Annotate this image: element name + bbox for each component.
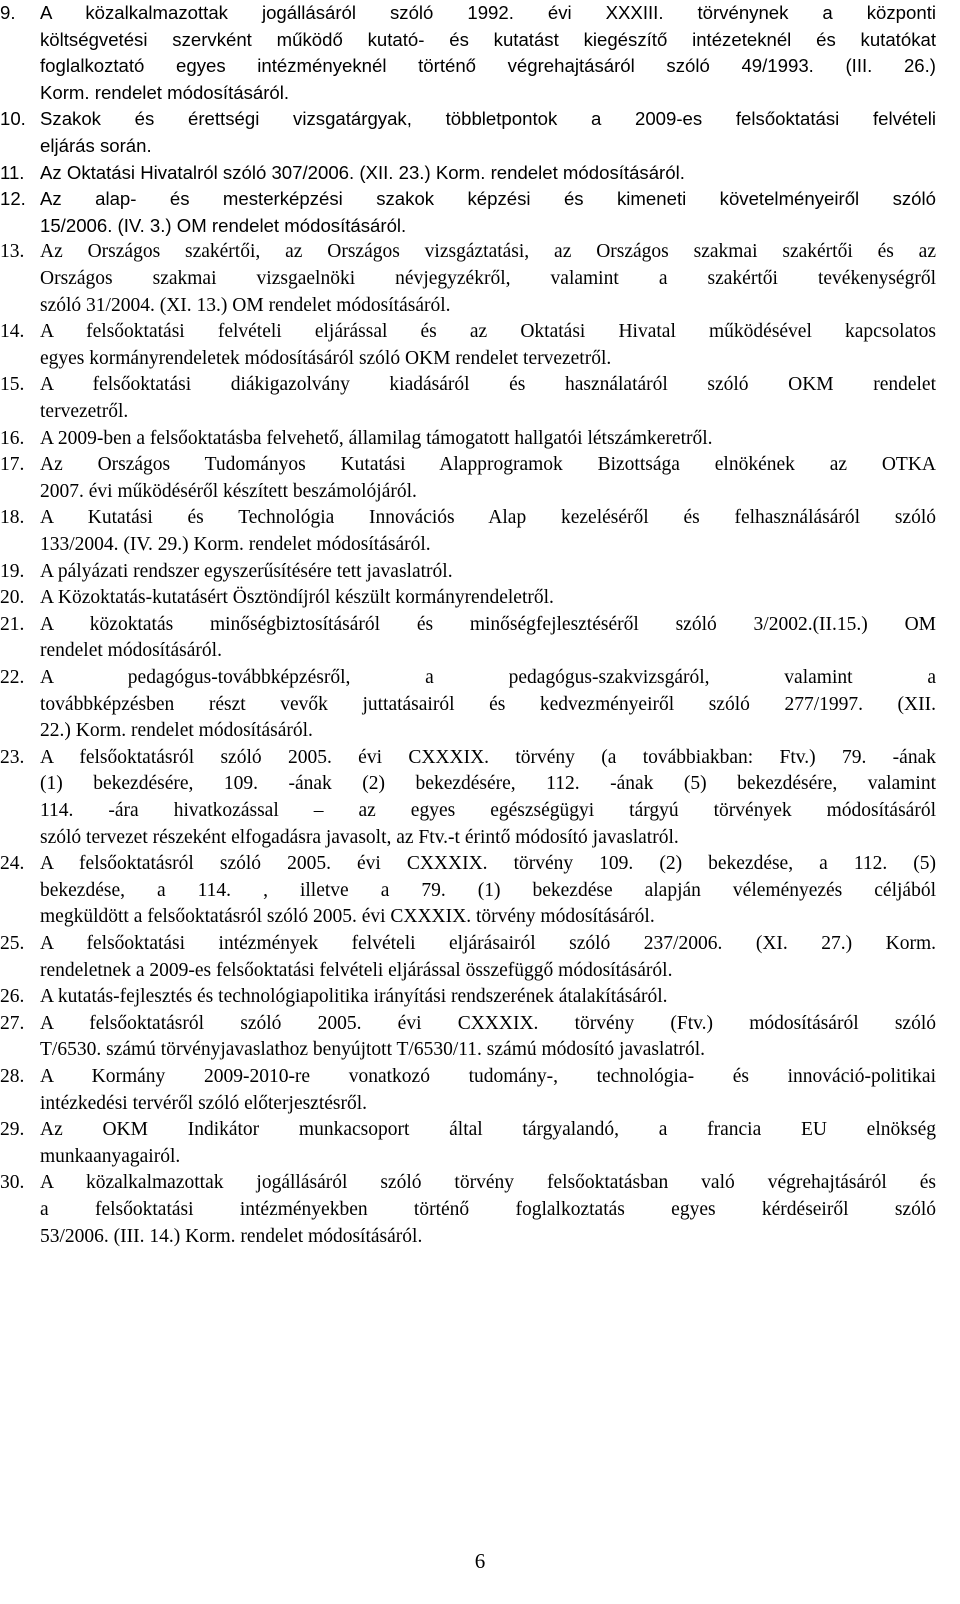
list-item-text-line: egyes kormányrendeletek módosításáról szóló OKM rendelet tervezetről. bbox=[40, 347, 612, 369]
list-item-text-line: költségvetési szervként működő kutató- és kutatást kiegészítő intézeteknél és kutatókat bbox=[40, 28, 936, 50]
list-item-text-line: A 2009-ben a felsőoktatásba felvehető, államilag támogatott hallgatói létszámkeretről. bbox=[40, 427, 713, 449]
list-item-number: 13. bbox=[0, 241, 25, 263]
list-item bbox=[0, 0, 960, 106]
list-item-text-line: A közoktatás minőségbiztosításáról és minőségfejlesztéséről szóló 3/2002.(II.15.) OM bbox=[40, 613, 936, 635]
list-item-number: 30. bbox=[0, 1172, 25, 1194]
list-item-text-line: A felsőoktatási diákigazolvány kiadásáról és használatáról szóló OKM rendelet bbox=[40, 374, 936, 396]
list-item-text-line: megküldött a felsőoktatásról szóló 2005. évi CXXXIX. törvény módosításáról. bbox=[40, 906, 655, 928]
list-item bbox=[0, 931, 960, 984]
list-item bbox=[0, 452, 960, 505]
list-item-text-line: Az OKM Indikátor munkacsoport által tárgyalandó, a francia EU elnökség bbox=[40, 1119, 936, 1141]
list-item bbox=[0, 612, 960, 665]
list-item-text-line: eljárás során. bbox=[40, 134, 152, 156]
list-item-text-line: 22.) Korm. rendelet módosításáról. bbox=[40, 720, 313, 742]
list-item-number: 16. bbox=[0, 427, 25, 449]
list-item bbox=[0, 372, 960, 425]
list-item-text-line: intézkedési tervéről szóló előterjesztésről. bbox=[40, 1092, 368, 1114]
list-item-number: 18. bbox=[0, 507, 25, 529]
list-item-number: 23. bbox=[0, 746, 25, 768]
list-item-text-line: A felsőoktatási felvételi eljárással és az Oktatási Hivatal működésével kapcsolatos bbox=[40, 321, 936, 343]
list-item-number: 28. bbox=[0, 1066, 25, 1087]
list-item-number: 14. bbox=[0, 321, 25, 343]
list-item bbox=[0, 1011, 960, 1064]
list-item-text-line: munkaanyagairól. bbox=[40, 1145, 181, 1167]
list-item-number: 29. bbox=[0, 1119, 25, 1141]
list-item-number: 11. bbox=[0, 161, 25, 183]
list-item-text-line: tervezetről. bbox=[40, 400, 129, 422]
list-item-text-line: T/6530. számú törvényjavaslathoz benyújtott T/6530/11. számú módosító javaslatról. bbox=[40, 1039, 706, 1061]
list-item-text-line: (1) bekezdésére, 109. -ának (2) bekezdésére, 112. -ának (5) bekezdésére, valamint bbox=[40, 773, 936, 795]
list-item-text-line: Az Oktatási Hivatalról szóló 307/2006. (XII. 23.) Korm. rendelet módosításáról. bbox=[40, 161, 685, 183]
list-item-text-line: A felsőoktatási intézmények felvételi eljárásairól szóló 237/2006. (XI. 27.) Korm. bbox=[40, 933, 936, 954]
list-item-number: 27. bbox=[0, 1012, 25, 1034]
list-item-text-line: rendelet módosításáról. bbox=[40, 640, 222, 662]
list-item bbox=[0, 1170, 960, 1250]
list-item bbox=[0, 505, 960, 558]
list-item-text-line: Szakok és érettségi vizsgatárgyak, többletpontok a 2009-es felsőoktatási felvételi bbox=[40, 108, 936, 130]
list-item bbox=[0, 160, 960, 187]
list-item-text-line: Az alap- és mesterképzési szakok képzési és kimeneti követelményeiről szóló bbox=[40, 188, 936, 210]
list-item bbox=[0, 851, 960, 931]
list-item-text-line: A felsőoktatásról szóló 2005. évi CXXXIX. törvény 109. (2) bekezdése, a 112. (5) bbox=[40, 853, 936, 875]
list-item-text-line: rendeletnek a 2009-es felsőoktatási felvételi eljárással összefüggő módosításáról. bbox=[40, 959, 673, 981]
list-item-text-line: A kutatás-fejlesztés és technológiapolitika irányítási rendszerének átalakításáról. bbox=[40, 986, 668, 1008]
list-item-number: 12. bbox=[0, 188, 26, 210]
list-item-text-line: A felsőoktatásról szóló 2005. évi CXXXIX. törvény (Ftv.) módosításáról szóló bbox=[40, 1012, 936, 1034]
list-item-text-line: Az Országos Tudományos Kutatási Alapprogramok Bizottsága elnökének az OTKA bbox=[40, 454, 936, 476]
list-item-number: 22. bbox=[0, 667, 25, 688]
list-item-text-line: A pedagógus-továbbképzésről, a pedagógus-szakvizsgáról, valamint a bbox=[40, 667, 936, 688]
list-item bbox=[0, 1064, 960, 1117]
list-item bbox=[0, 665, 960, 745]
list-item-text-line: 15/2006. (IV. 3.) OM rendelet módosításáról. bbox=[40, 214, 407, 236]
list-item-text-line: 53/2006. (III. 14.) Korm. rendelet módosításáról. bbox=[40, 1225, 423, 1247]
list-item-text-line: szóló tervezet részeként elfogadásra javasolt, az Ftv.-t érintő módosító javaslatról. bbox=[40, 826, 679, 848]
list-item-number: 25. bbox=[0, 933, 25, 954]
list-item-number: 10. bbox=[0, 108, 26, 130]
list-item bbox=[0, 559, 960, 586]
list-item-text-line: 133/2004. (IV. 29.) Korm. rendelet módosításáról. bbox=[40, 533, 431, 555]
list-item-number: 17. bbox=[0, 454, 25, 476]
list-item-text-line: szóló 31/2004. (XI. 13.) OM rendelet módosításáról. bbox=[40, 294, 451, 316]
list-item-number: 19. bbox=[0, 560, 25, 582]
list-item bbox=[0, 745, 960, 851]
list-item-text-line: Korm. rendelet módosításáról. bbox=[40, 81, 290, 103]
page-number: 6 bbox=[474, 1549, 486, 1573]
list-item bbox=[0, 1117, 960, 1170]
list-item-text-line: A pályázati rendszer egyszerűsítésére tett javaslatról. bbox=[40, 560, 453, 582]
list-item bbox=[0, 239, 960, 319]
list-item-number: 15. bbox=[0, 374, 25, 396]
list-item-text-line: bekezdése, a 114. , illetve a 79. (1) bekezdése alapján véleményezés céljából bbox=[40, 879, 936, 901]
list-item bbox=[0, 319, 960, 372]
list-item-text-line: A Kormány 2009-2010-re vonatkozó tudomány-, technológia- és innováció-politikai bbox=[40, 1066, 936, 1087]
list-item-text-line: 2007. évi működéséről készített beszámolójáról. bbox=[40, 480, 417, 502]
list-item-text-line: A felsőoktatásról szóló 2005. évi CXXXIX. törvény (a továbbiakban: Ftv.) 79. -ának bbox=[40, 746, 936, 768]
list-item-number: 21. bbox=[0, 613, 25, 635]
list-item-text-line: Az Országos szakértői, az Országos vizsgáztatási, az Országos szakmai szakértői és az bbox=[40, 241, 936, 263]
list-item bbox=[0, 426, 960, 453]
list-item-text-line: 114. -ára hivatkozással – az egyes egészségügyi tárgyú törvények módosításáról bbox=[40, 799, 936, 821]
list-item bbox=[0, 984, 960, 1011]
list-item-text-line: továbbképzésben részt vevők juttatásairól és kedvezményeiről szóló 277/1997. (XII. bbox=[40, 693, 936, 715]
list-item-text-line: A közalkalmazottak jogállásáról szóló törvény felsőoktatásban való végrehajtásáról és bbox=[40, 1172, 936, 1194]
list-item-text-line: A Közoktatás-kutatásért Ösztöndíjról készült kormányrendeletről. bbox=[40, 587, 554, 609]
list-item-number: 26. bbox=[0, 986, 25, 1008]
list-item bbox=[0, 585, 960, 612]
list-item bbox=[0, 106, 960, 159]
list-item-text-line: Országos szakmai vizsgaelnöki névjegyzékről, valamint a szakértői tevékenységről bbox=[40, 267, 936, 289]
list-item-text-line: foglalkoztató egyes intézményeknél történő végrehajtásáról szóló 49/1993. (III. 26.) bbox=[40, 55, 936, 77]
list-item bbox=[0, 186, 960, 239]
list-item-text-line: a felsőoktatási intézményekben történő foglalkoztatás egyes kérdéseiről szóló bbox=[40, 1198, 936, 1220]
list-item-number: 24. bbox=[0, 853, 25, 875]
list-item-number: 9. bbox=[0, 2, 16, 23]
list-item-text-line: A Kutatási és Technológia Innovációs Alap kezeléséről és felhasználásáról szóló bbox=[40, 507, 936, 529]
list-item-number: 20. bbox=[0, 587, 25, 609]
list-item-text-line: A közalkalmazottak jogállásáról szóló 1992. évi XXXIII. törvénynek a központi bbox=[40, 2, 936, 23]
